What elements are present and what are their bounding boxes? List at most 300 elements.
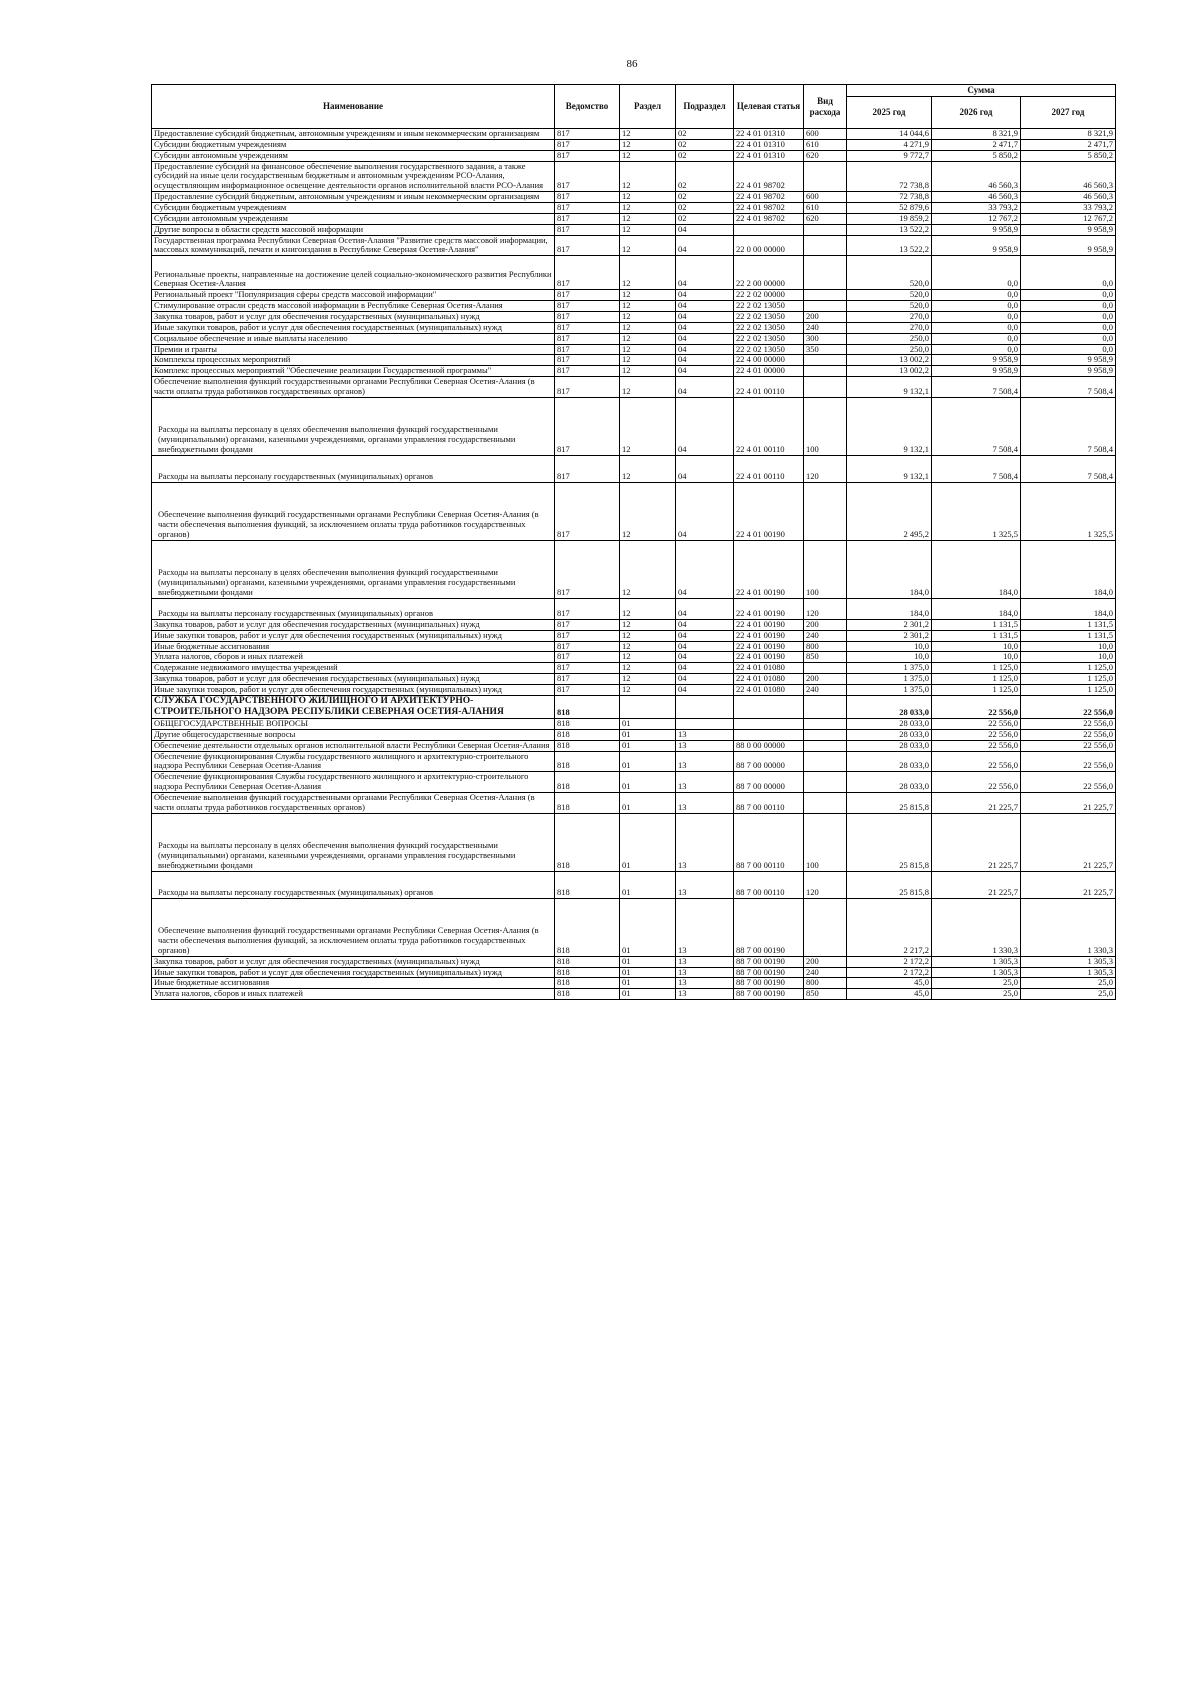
header-2027: 2027 год (1021, 97, 1116, 129)
row-name: Обеспечение выполнения функций государственными органами Республики Северная Осетия-Алания (в части оплаты труда работников государственных органов) (152, 792, 555, 813)
row-name: Расходы на выплаты персоналу государственных (муниципальных) органов (152, 455, 555, 482)
row-value-2026: 1 125,0 (932, 674, 1021, 685)
table-row (152, 290, 1116, 301)
row-podrazdel: 04 (676, 619, 734, 630)
row-value-2025: 28 033,0 (847, 772, 932, 793)
row-value-2027: 33 793,2 (1021, 203, 1116, 214)
row-value-2027: 21 225,7 (1021, 813, 1116, 871)
table-row (152, 139, 1116, 150)
row-vid: 600 (804, 192, 847, 203)
row-name: Расходы на выплаты персоналу государственных (муниципальных) органов (152, 598, 555, 619)
row-value-2025: 2 217,2 (847, 898, 932, 956)
row-name: Содержание недвижимого имущества учреждений (152, 663, 555, 674)
row-name: Субсидии автономным учреждениям (152, 150, 555, 161)
row-value-2025: 25 815,8 (847, 813, 932, 871)
row-razdel: 12 (620, 290, 676, 301)
table-row (152, 192, 1116, 203)
row-vedomstvo: 817 (555, 213, 620, 224)
row-value-2027: 9 958,9 (1021, 224, 1116, 235)
row-value-2027: 25,0 (1021, 978, 1116, 989)
row-value-2027: 184,0 (1021, 598, 1116, 619)
row-razdel: 12 (620, 256, 676, 290)
row-statya: 22 4 01 00000 (734, 366, 804, 377)
row-value-2026: 21 225,7 (932, 792, 1021, 813)
row-razdel: 12 (620, 161, 676, 192)
row-name: Обеспечение выполнения функций государственными органами Республики Северная Осетия-Алания (в части обеспечения выполнения функций, за исключением оплаты труда работников государственных органов) (152, 898, 555, 956)
table-row (152, 213, 1116, 224)
row-value-2026: 25,0 (932, 978, 1021, 989)
row-podrazdel: 02 (676, 213, 734, 224)
row-razdel: 01 (620, 978, 676, 989)
table-row (152, 641, 1116, 652)
row-statya: 22 2 02 13050 (734, 312, 804, 323)
row-value-2026: 22 556,0 (932, 718, 1021, 729)
row-value-2026: 1 131,5 (932, 630, 1021, 641)
row-podrazdel: 13 (676, 751, 734, 772)
row-name: Другие вопросы в области средств массовой информации (152, 224, 555, 235)
table-row (152, 871, 1116, 898)
header-2025: 2025 год (847, 97, 932, 129)
row-vid: 200 (804, 956, 847, 967)
row-value-2027: 7 508,4 (1021, 455, 1116, 482)
row-name: Государственная программа Республики Северная Осетия-Алания "Развитие средств массовой информации, массовых коммуникаций, печати и книгоиздания в Республике Северная Осетия-Алания" (152, 235, 555, 256)
row-statya: 88 7 00 00110 (734, 813, 804, 871)
row-value-2026: 1 305,3 (932, 967, 1021, 978)
row-value-2027: 10,0 (1021, 641, 1116, 652)
row-value-2026: 0,0 (932, 312, 1021, 323)
row-statya: 22 4 01 01080 (734, 674, 804, 685)
row-value-2026: 10,0 (932, 641, 1021, 652)
row-name: Социальное обеспечение и иные выплаты населению (152, 333, 555, 344)
table-row (152, 956, 1116, 967)
row-razdel: 01 (620, 792, 676, 813)
table-row (152, 161, 1116, 192)
row-value-2025: 72 738,8 (847, 192, 932, 203)
row-value-2026: 22 556,0 (932, 740, 1021, 751)
row-statya: 88 7 00 00110 (734, 871, 804, 898)
row-razdel: 01 (620, 989, 676, 1000)
table-row (152, 322, 1116, 333)
row-vid (804, 729, 847, 740)
row-name: Обеспечение функционирования Службы государственного жилищного и архитектурно-строительного надзора Республики Северная Осетия-Алания (152, 772, 555, 793)
row-vedomstvo: 818 (555, 792, 620, 813)
row-value-2026: 22 556,0 (932, 751, 1021, 772)
row-name: Уплата налогов, сборов и иных платежей (152, 989, 555, 1000)
row-vid: 120 (804, 598, 847, 619)
row-vedomstvo: 817 (555, 540, 620, 598)
row-vedomstvo: 817 (555, 150, 620, 161)
row-vedomstvo: 817 (555, 161, 620, 192)
row-podrazdel: 13 (676, 740, 734, 751)
row-value-2026: 1 305,3 (932, 956, 1021, 967)
row-statya (734, 718, 804, 729)
row-value-2027: 22 556,0 (1021, 695, 1116, 718)
row-podrazdel: 04 (676, 366, 734, 377)
row-value-2025: 52 879,6 (847, 203, 932, 214)
row-value-2027: 2 471,7 (1021, 139, 1116, 150)
table-row (152, 989, 1116, 1000)
row-vedomstvo: 818 (555, 729, 620, 740)
row-value-2025: 1 375,0 (847, 663, 932, 674)
row-value-2027: 9 958,9 (1021, 235, 1116, 256)
row-name: Иные бюджетные ассигнования (152, 978, 555, 989)
row-value-2026: 22 556,0 (932, 695, 1021, 718)
row-vedomstvo: 817 (555, 301, 620, 312)
row-name: Иные закупки товаров, работ и услуг для обеспечения государственных (муниципальных) нужд (152, 967, 555, 978)
header-razdel: Раздел (620, 85, 676, 129)
table-row (152, 718, 1116, 729)
row-value-2027: 22 556,0 (1021, 740, 1116, 751)
row-value-2025: 28 033,0 (847, 718, 932, 729)
row-vedomstvo: 817 (555, 355, 620, 366)
row-value-2026: 184,0 (932, 540, 1021, 598)
row-value-2026: 9 958,9 (932, 235, 1021, 256)
row-statya: 22 4 01 00190 (734, 540, 804, 598)
row-value-2027: 1 125,0 (1021, 685, 1116, 696)
row-value-2027: 5 850,2 (1021, 150, 1116, 161)
header-name: Наименование (152, 85, 555, 129)
row-value-2027: 22 556,0 (1021, 729, 1116, 740)
row-name: Другие общегосударственные вопросы (152, 729, 555, 740)
row-vedomstvo: 817 (555, 192, 620, 203)
row-value-2027: 21 225,7 (1021, 792, 1116, 813)
table-row (152, 772, 1116, 793)
row-value-2027: 46 560,3 (1021, 161, 1116, 192)
row-value-2025: 1 375,0 (847, 685, 932, 696)
row-razdel: 12 (620, 344, 676, 355)
row-statya: 88 7 00 00190 (734, 967, 804, 978)
row-vid: 100 (804, 540, 847, 598)
row-razdel: 12 (620, 377, 676, 398)
row-razdel: 12 (620, 301, 676, 312)
row-value-2025: 28 033,0 (847, 751, 932, 772)
row-vid: 100 (804, 813, 847, 871)
row-podrazdel: 13 (676, 813, 734, 871)
row-vid: 350 (804, 344, 847, 355)
row-vedomstvo: 817 (555, 663, 620, 674)
row-name: Обеспечение деятельности отдельных органов исполнительной власти Республики Северная Осетия-Алания (152, 740, 555, 751)
row-value-2026: 1 125,0 (932, 685, 1021, 696)
row-vedomstvo: 817 (555, 139, 620, 150)
row-vedomstvo: 817 (555, 619, 620, 630)
row-value-2027: 0,0 (1021, 312, 1116, 323)
row-vedomstvo: 818 (555, 740, 620, 751)
row-name: Комплекс процессных мероприятий "Обеспечение реализации Государственной программы" (152, 366, 555, 377)
row-statya: 22 4 01 00190 (734, 619, 804, 630)
row-name: Иные закупки товаров, работ и услуг для обеспечения государственных (муниципальных) нужд (152, 322, 555, 333)
row-vid: 300 (804, 333, 847, 344)
row-razdel: 12 (620, 355, 676, 366)
row-value-2027: 22 556,0 (1021, 718, 1116, 729)
row-name: Предоставление субсидий бюджетным, автономным учреждениям и иным некоммерческим организациям (152, 192, 555, 203)
row-podrazdel: 04 (676, 540, 734, 598)
row-podrazdel: 13 (676, 989, 734, 1000)
row-value-2025: 4 271,9 (847, 139, 932, 150)
row-value-2027: 0,0 (1021, 322, 1116, 333)
row-vid: 850 (804, 989, 847, 1000)
row-statya: 88 7 00 00000 (734, 772, 804, 793)
row-razdel: 12 (620, 322, 676, 333)
row-value-2027: 9 958,9 (1021, 355, 1116, 366)
row-razdel: 12 (620, 129, 676, 140)
row-name: Иные закупки товаров, работ и услуг для обеспечения государственных (муниципальных) нужд (152, 630, 555, 641)
row-vedomstvo: 818 (555, 695, 620, 718)
row-podrazdel: 04 (676, 598, 734, 619)
row-name: Обеспечение выполнения функций государственными органами Республики Северная Осетия-Алания (в части оплаты труда работников государственных органов) (152, 377, 555, 398)
table-row (152, 366, 1116, 377)
header-podrazdel: Подраздел (676, 85, 734, 129)
row-value-2027: 1 125,0 (1021, 674, 1116, 685)
row-podrazdel: 13 (676, 967, 734, 978)
row-value-2026: 0,0 (932, 322, 1021, 333)
row-vid: 120 (804, 871, 847, 898)
row-value-2025: 25 815,8 (847, 871, 932, 898)
row-vedomstvo: 818 (555, 956, 620, 967)
row-razdel: 12 (620, 213, 676, 224)
row-value-2027: 1 125,0 (1021, 663, 1116, 674)
row-value-2025: 9 132,1 (847, 377, 932, 398)
row-razdel: 01 (620, 967, 676, 978)
row-razdel: 01 (620, 751, 676, 772)
row-podrazdel: 13 (676, 729, 734, 740)
header-vedomstvo: Ведомство (555, 85, 620, 129)
row-podrazdel: 04 (676, 301, 734, 312)
row-value-2027: 1 305,3 (1021, 956, 1116, 967)
row-value-2025: 13 002,2 (847, 366, 932, 377)
row-razdel: 12 (620, 235, 676, 256)
row-podrazdel: 04 (676, 256, 734, 290)
row-value-2027: 1 305,3 (1021, 967, 1116, 978)
row-vedomstvo: 817 (555, 312, 620, 323)
row-podrazdel: 04 (676, 630, 734, 641)
row-value-2025: 13 522,2 (847, 224, 932, 235)
row-value-2026: 21 225,7 (932, 871, 1021, 898)
row-value-2026: 46 560,3 (932, 192, 1021, 203)
row-value-2026: 22 556,0 (932, 729, 1021, 740)
row-podrazdel: 04 (676, 290, 734, 301)
row-name: Премии и гранты (152, 344, 555, 355)
row-podrazdel: 04 (676, 312, 734, 323)
table-row (152, 333, 1116, 344)
row-vid (804, 718, 847, 729)
row-value-2025: 25 815,8 (847, 792, 932, 813)
row-value-2026: 46 560,3 (932, 161, 1021, 192)
row-vedomstvo: 817 (555, 129, 620, 140)
row-name: Расходы на выплаты персоналу в целях обеспечения выполнения функций государственными (муниципальными) органами, казенными учреждениями, органами управления государственными внебюджетными фондами (152, 397, 555, 455)
row-vedomstvo: 817 (555, 397, 620, 455)
row-value-2025: 270,0 (847, 312, 932, 323)
row-podrazdel: 04 (676, 377, 734, 398)
row-vedomstvo: 817 (555, 652, 620, 663)
table-body (152, 129, 1116, 1000)
row-vedomstvo: 817 (555, 333, 620, 344)
row-statya: 88 7 00 00190 (734, 978, 804, 989)
row-vedomstvo: 817 (555, 256, 620, 290)
row-razdel: 01 (620, 813, 676, 871)
table-row (152, 685, 1116, 696)
table-row (152, 619, 1116, 630)
row-vid (804, 751, 847, 772)
table-row (152, 235, 1116, 256)
row-podrazdel: 02 (676, 150, 734, 161)
row-value-2026: 22 556,0 (932, 772, 1021, 793)
row-name: Уплата налогов, сборов и иных платежей (152, 652, 555, 663)
row-podrazdel: 02 (676, 161, 734, 192)
row-podrazdel: 04 (676, 674, 734, 685)
row-value-2026: 1 125,0 (932, 663, 1021, 674)
header-vid: Вид расхода (804, 85, 847, 129)
row-razdel: 12 (620, 619, 676, 630)
row-value-2027: 1 330,3 (1021, 898, 1116, 956)
row-razdel: 12 (620, 540, 676, 598)
row-vid: 610 (804, 203, 847, 214)
row-value-2025: 520,0 (847, 290, 932, 301)
row-razdel: 12 (620, 652, 676, 663)
row-vid: 200 (804, 674, 847, 685)
table-row (152, 355, 1116, 366)
row-value-2026: 0,0 (932, 256, 1021, 290)
row-statya: 22 4 01 01310 (734, 150, 804, 161)
row-vid (804, 256, 847, 290)
row-vid (804, 301, 847, 312)
row-value-2027: 8 321,9 (1021, 129, 1116, 140)
row-razdel: 12 (620, 685, 676, 696)
header-summa: Сумма (847, 85, 1116, 97)
row-name: Закупка товаров, работ и услуг для обеспечения государственных (муниципальных) нужд (152, 956, 555, 967)
row-statya: 22 4 01 98702 (734, 192, 804, 203)
row-name: Расходы на выплаты персоналу государственных (муниципальных) органов (152, 871, 555, 898)
row-razdel (620, 695, 676, 718)
row-vid: 240 (804, 630, 847, 641)
row-vedomstvo: 818 (555, 967, 620, 978)
table-row (152, 129, 1116, 140)
row-name: Региональные проекты, направленные на достижение целей социально-экономического развития Республики Северная Осетия-Алания (152, 256, 555, 290)
row-value-2025: 2 301,2 (847, 619, 932, 630)
row-value-2026: 1 330,3 (932, 898, 1021, 956)
row-vedomstvo: 817 (555, 290, 620, 301)
row-vedomstvo: 818 (555, 989, 620, 1000)
row-value-2026: 0,0 (932, 333, 1021, 344)
row-razdel: 01 (620, 956, 676, 967)
row-value-2026: 0,0 (932, 301, 1021, 312)
row-value-2026: 9 958,9 (932, 355, 1021, 366)
header-statya: Целевая статья (734, 85, 804, 129)
row-name: СЛУЖБА ГОСУДАРСТВЕННОГО ЖИЛИЩНОГО И АРХИТЕКТУРНО-СТРОИТЕЛЬНОГО НАДЗОРА РЕСПУБЛИКИ СЕВЕРНАЯ ОСЕТИЯ-АЛАНИЯ (152, 695, 555, 718)
row-name: Иные бюджетные ассигнования (152, 641, 555, 652)
row-statya: 22 4 01 00190 (734, 652, 804, 663)
row-value-2025: 28 033,0 (847, 695, 932, 718)
table-row (152, 792, 1116, 813)
row-statya: 22 4 01 00190 (734, 641, 804, 652)
row-value-2026: 1 325,5 (932, 482, 1021, 540)
row-podrazdel (676, 718, 734, 729)
row-statya: 22 2 02 13050 (734, 301, 804, 312)
row-razdel: 12 (620, 663, 676, 674)
row-vedomstvo: 817 (555, 455, 620, 482)
row-vedomstvo: 817 (555, 674, 620, 685)
table-row (152, 740, 1116, 751)
row-vid: 240 (804, 322, 847, 333)
row-value-2027: 0,0 (1021, 333, 1116, 344)
row-razdel: 01 (620, 898, 676, 956)
table-row (152, 674, 1116, 685)
row-value-2025: 9 772,7 (847, 150, 932, 161)
row-name: Предоставление субсидий на финансовое обеспечение выполнения государственного задания, а также субсидий на иные цели государственным бюджетным и автономным учреждениям РСО-Алания, осуществляющим информационное освещение деятельности органов исполнительной власти РСО-Алания (152, 161, 555, 192)
row-vedomstvo: 817 (555, 344, 620, 355)
row-podrazdel: 02 (676, 139, 734, 150)
row-statya: 88 7 00 00190 (734, 989, 804, 1000)
row-value-2027: 10,0 (1021, 652, 1116, 663)
row-statya (734, 224, 804, 235)
row-value-2025: 184,0 (847, 598, 932, 619)
row-name: Закупка товаров, работ и услуг для обеспечения государственных (муниципальных) нужд (152, 619, 555, 630)
row-statya: 22 4 01 01080 (734, 685, 804, 696)
row-razdel: 01 (620, 871, 676, 898)
row-razdel: 12 (620, 203, 676, 214)
row-vid: 600 (804, 129, 847, 140)
row-name: Закупка товаров, работ и услуг для обеспечения государственных (муниципальных) нужд (152, 674, 555, 685)
row-vid (804, 161, 847, 192)
row-statya: 22 4 01 01310 (734, 129, 804, 140)
table-row (152, 598, 1116, 619)
table-row (152, 663, 1116, 674)
row-value-2025: 10,0 (847, 641, 932, 652)
row-value-2026: 9 958,9 (932, 224, 1021, 235)
row-value-2027: 12 767,2 (1021, 213, 1116, 224)
row-statya: 88 7 00 00110 (734, 792, 804, 813)
row-value-2025: 28 033,0 (847, 740, 932, 751)
row-value-2026: 21 225,7 (932, 813, 1021, 871)
row-podrazdel: 04 (676, 455, 734, 482)
row-value-2025: 2 495,2 (847, 482, 932, 540)
row-vedomstvo: 818 (555, 772, 620, 793)
table-row (152, 397, 1116, 455)
row-name: Комплексы процессных мероприятий (152, 355, 555, 366)
row-value-2026: 9 958,9 (932, 366, 1021, 377)
table-row (152, 695, 1116, 718)
row-name: Предоставление субсидий бюджетным, автономным учреждениям и иным некоммерческим организациям (152, 129, 555, 140)
row-value-2027: 21 225,7 (1021, 871, 1116, 898)
row-podrazdel: 13 (676, 792, 734, 813)
row-value-2026: 10,0 (932, 652, 1021, 663)
row-razdel: 01 (620, 729, 676, 740)
row-value-2026: 2 471,7 (932, 139, 1021, 150)
row-statya: 88 0 00 00000 (734, 740, 804, 751)
row-value-2025: 1 375,0 (847, 674, 932, 685)
row-vid (804, 235, 847, 256)
row-vedomstvo: 817 (555, 630, 620, 641)
row-value-2025: 270,0 (847, 322, 932, 333)
row-statya: 88 7 00 00190 (734, 956, 804, 967)
row-name: ОБЩЕГОСУДАРСТВЕННЫЕ ВОПРОСЫ (152, 718, 555, 729)
row-vid: 610 (804, 139, 847, 150)
row-vedomstvo: 817 (555, 235, 620, 256)
row-razdel: 12 (620, 641, 676, 652)
row-vedomstvo: 817 (555, 685, 620, 696)
row-podrazdel: 04 (676, 641, 734, 652)
row-value-2025: 2 172,2 (847, 967, 932, 978)
row-statya: 22 4 01 00190 (734, 630, 804, 641)
row-vid (804, 740, 847, 751)
table-row (152, 377, 1116, 398)
row-statya: 22 2 02 00000 (734, 290, 804, 301)
row-value-2025: 9 132,1 (847, 397, 932, 455)
row-razdel: 12 (620, 312, 676, 323)
row-value-2025: 13 522,2 (847, 235, 932, 256)
table-row (152, 898, 1116, 956)
row-value-2027: 0,0 (1021, 301, 1116, 312)
row-value-2026: 7 508,4 (932, 377, 1021, 398)
